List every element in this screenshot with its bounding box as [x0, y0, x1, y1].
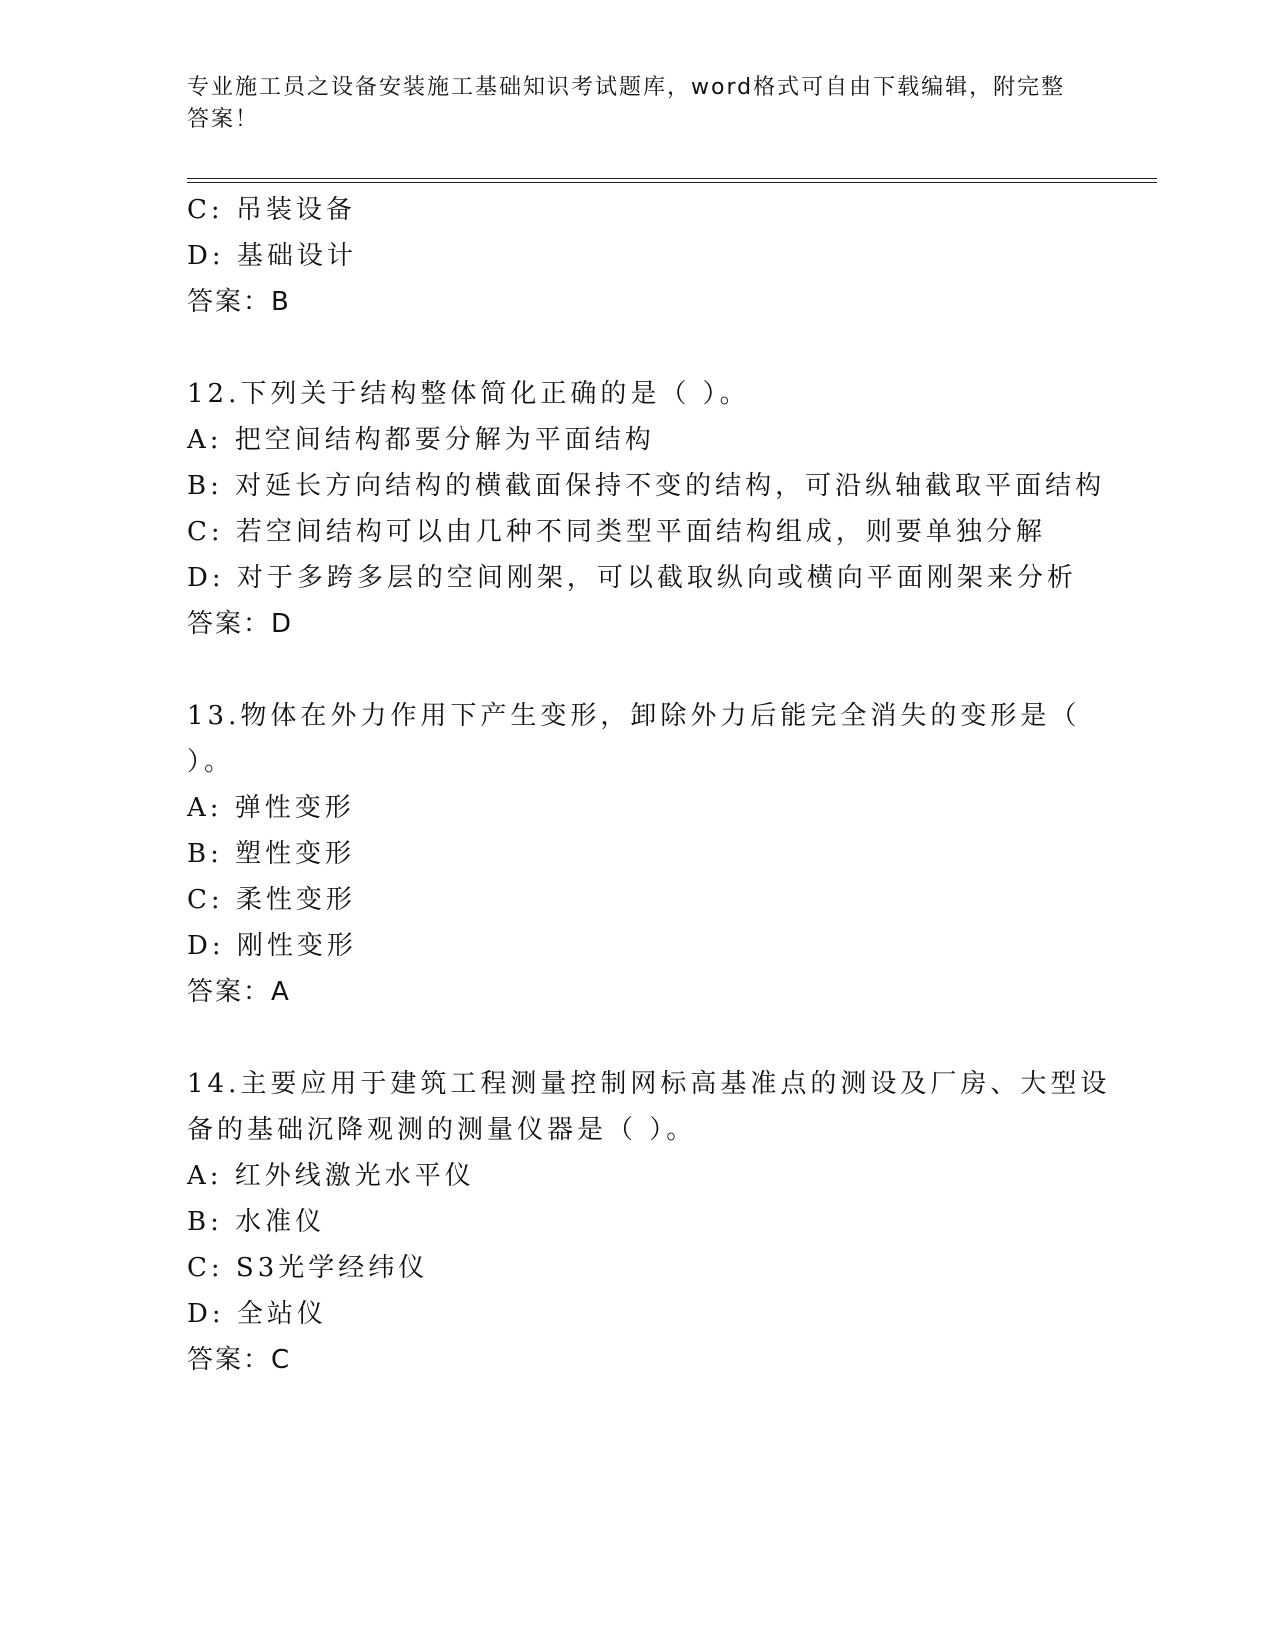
spacer	[187, 647, 1107, 693]
option-a: A: 把空间结构都要分解为平面结构	[187, 425, 655, 455]
question-stem-14: 14.主要应用于建筑工程测量控制网标高基准点的测设及厂房、大型设	[187, 1069, 1111, 1099]
spacer	[187, 325, 1107, 371]
option-b: B: 水准仪	[187, 1207, 326, 1237]
question-stem-14-cont: 备的基础沉降观测的测量仪器是（ ）。	[187, 1115, 697, 1145]
option-d: D: 对于多跨多层的空间刚架，可以截取纵向或横向平面刚架来分析	[187, 563, 1077, 593]
answer-line: 答案：A	[187, 977, 291, 1007]
option-a: A: 红外线激光水平仪	[187, 1161, 475, 1191]
spacer	[187, 1015, 1107, 1061]
option-d: D: 刚性变形	[187, 931, 357, 961]
page-header: 专业施工员之设备安装施工基础知识考试题库，word格式可自由下载编辑，附完整答案！	[187, 75, 1066, 132]
option-a: A: 弹性变形	[187, 793, 355, 823]
option-c: C: 若空间结构可以由几种不同类型平面结构组成，则要单独分解	[187, 517, 1046, 547]
option-d: D: 全站仪	[187, 1299, 327, 1329]
answer-line: 答案：D	[187, 609, 294, 639]
question-stem-12: 12.下列关于结构整体简化正确的是（ ）。	[187, 379, 750, 409]
option-b: B: 对延长方向结构的横截面保持不变的结构，可沿纵轴截取平面结构	[187, 471, 1106, 501]
answer-line: 答案：C	[187, 1345, 292, 1375]
question-content	[187, 187, 1111, 1383]
option-b: B: 塑性变形	[187, 839, 356, 869]
option-c: C: S3光学经纬仪	[187, 1253, 429, 1283]
question-stem-13: 13.物体在外力作用下产生变形，卸除外力后能完全消失的变形是（	[187, 701, 1081, 731]
option-c: C: 柔性变形	[187, 885, 356, 915]
option-c: C: 吊装设备	[187, 195, 356, 225]
question-stem-13-cont: ）。	[187, 747, 235, 777]
option-d: D: 基础设计	[187, 241, 357, 271]
answer-line: 答案：B	[187, 287, 291, 317]
header-divider	[187, 178, 1157, 183]
